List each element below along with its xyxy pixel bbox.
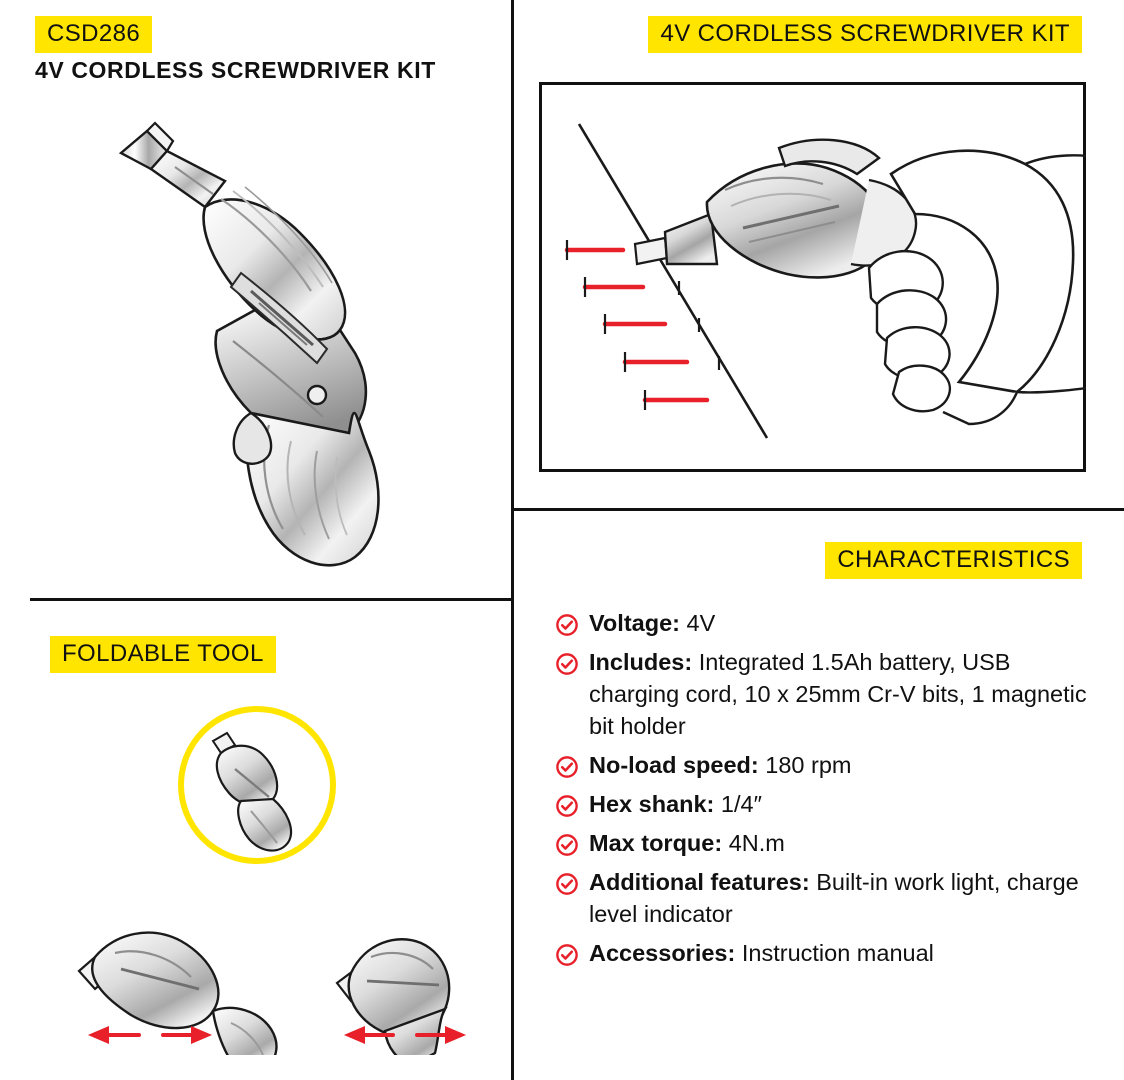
characteristics-badge: CHARACTERISTICS	[825, 542, 1082, 579]
list-item	[556, 608, 1101, 640]
spec-value: Built-in work light, charge level indicator	[589, 868, 1079, 927]
check-circle-icon	[556, 873, 578, 895]
foldable-badge: FOLDABLE TOOL	[50, 636, 276, 673]
sku-badge: CSD286	[35, 16, 152, 53]
list-item	[556, 750, 1101, 782]
list-item	[556, 938, 1101, 970]
spec-label: Accessories:	[589, 939, 736, 966]
vertical-divider	[511, 0, 514, 1080]
spec-text	[589, 938, 1101, 970]
spec-label: No-load speed:	[589, 751, 759, 778]
characteristics-list	[556, 608, 1101, 977]
spec-value: 1/4″	[720, 790, 762, 817]
product-hero-illustration	[55, 95, 475, 575]
spec-text	[589, 789, 1101, 821]
foldable-tool-illustration	[35, 685, 505, 1055]
spec-text	[589, 608, 1101, 640]
application-badge: 4V CORDLESS SCREWDRIVER KIT	[648, 16, 1082, 53]
spec-label: Voltage:	[589, 610, 680, 636]
spec-text	[589, 647, 1101, 743]
spec-value: 4V	[686, 610, 716, 636]
page-title: 4V CORDLESS SCREWDRIVER KIT	[35, 57, 436, 83]
check-circle-icon	[556, 653, 578, 675]
check-circle-icon	[556, 614, 578, 636]
check-circle-icon	[556, 756, 578, 778]
check-circle-icon	[556, 834, 578, 856]
check-circle-icon	[556, 944, 578, 966]
spec-value: 180 rpm	[765, 751, 852, 778]
spec-label: Hex shank:	[589, 790, 715, 817]
spec-text	[589, 828, 1101, 860]
check-circle-icon	[556, 795, 578, 817]
list-item	[556, 867, 1101, 931]
spec-value: Instruction manual	[741, 939, 934, 966]
spec-label: Max torque:	[589, 829, 723, 856]
spec-value: Integrated 1.5Ah battery, USB charging cord, 10 x 25mm Cr-V bits, 1 magnetic bit holder	[589, 648, 1087, 739]
spec-label: Additional features:	[589, 868, 810, 895]
spec-value: 4N.m	[728, 829, 785, 856]
spec-text	[589, 750, 1101, 782]
list-item	[556, 828, 1101, 860]
application-illustration	[539, 82, 1086, 472]
horizontal-divider-right	[511, 508, 1124, 511]
horizontal-divider-left	[30, 598, 511, 601]
list-item	[556, 647, 1101, 743]
spec-label: Includes:	[589, 648, 693, 675]
list-item	[556, 789, 1101, 821]
spec-text	[589, 867, 1101, 931]
